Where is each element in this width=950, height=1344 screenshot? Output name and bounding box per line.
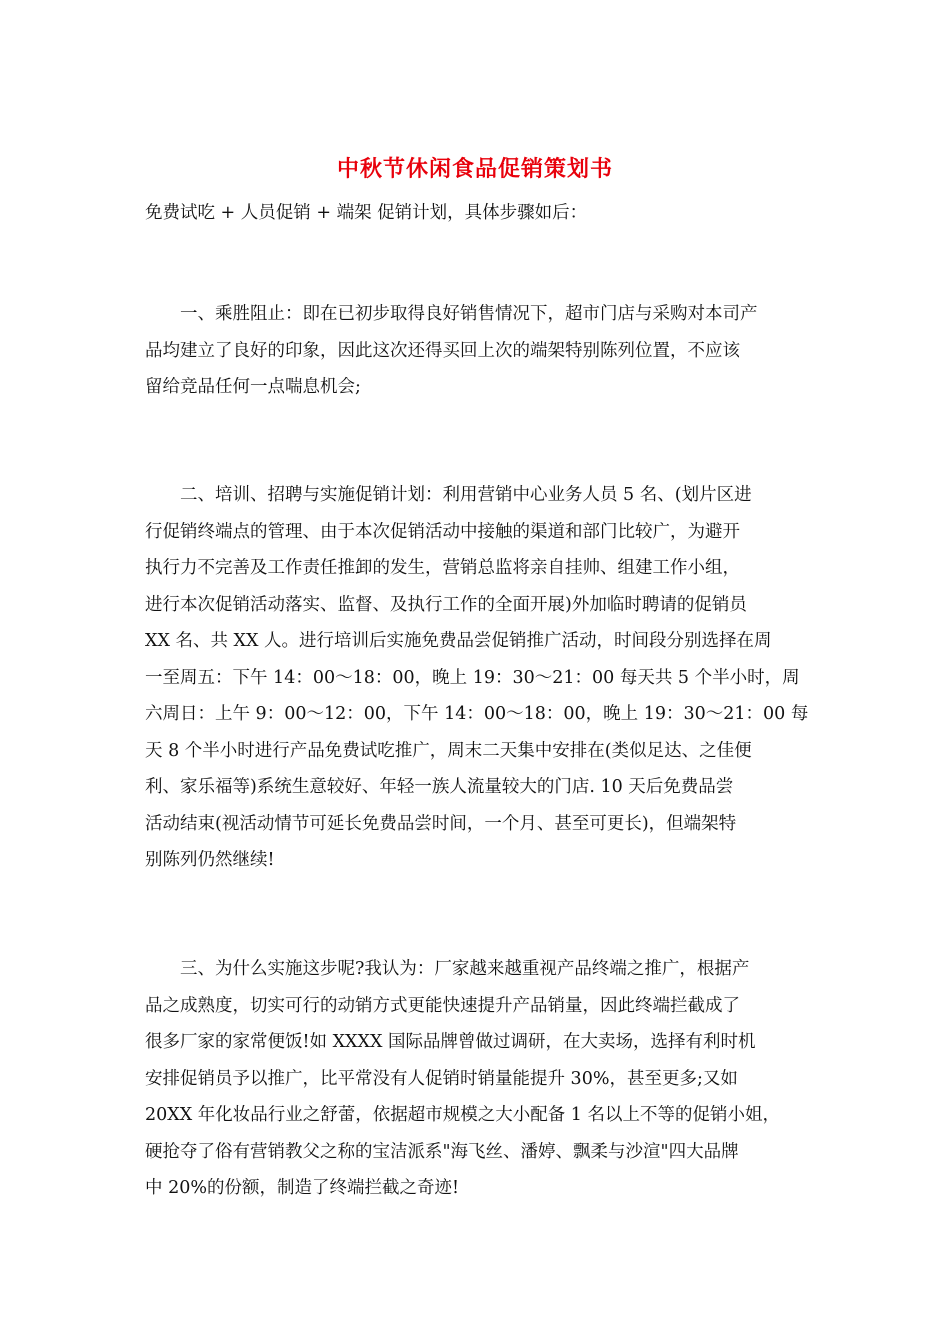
paragraph-line: 执行力不完善及工作责任推卸的发生，营销总监将亲自挂帅、组建工作小组， <box>145 558 740 578</box>
paragraph-line: 一至周五：下午 14：00～18：00，晚上 19：30～21：00 每天共 5 个半小时，周 <box>145 667 800 688</box>
paragraph-line: 很多厂家的家常便饭!如 XXXX 国际品牌曾做过调研，在大卖场，选择有利时机 <box>145 1032 756 1052</box>
paragraph-line: 留给竞品任何一点喘息机会; <box>145 377 361 397</box>
paragraph-line: 二、培训、招聘与实施促销计划：利用营销中心业务人员 5 名、(划片区进 <box>145 485 752 505</box>
paragraph-line: 中 20%的份额，制造了终端拦截之奇迹! <box>145 1178 459 1198</box>
paragraph-line: 别陈列仍然继续! <box>145 850 275 870</box>
paragraph-line: 一、乘胜阻止：即在已初步取得良好销售情况下，超市门店与采购对本司产 <box>145 304 758 324</box>
paragraph-line: 天 8 个半小时进行产品免费试吃推广，周末二天集中安排在(类似足达、之佳便 <box>145 740 752 761</box>
document-title: 中秋节休闲食品促销策划书 <box>336 156 613 182</box>
paragraph-line: 硬抢夺了俗有营销教父之称的宝洁派系"海飞丝、潘婷、飘柔与沙渲"四大品牌 <box>145 1141 739 1162</box>
paragraph-line: 品均建立了良好的印象，因此这次还得买回上次的端架特别陈列位置，不应该 <box>145 340 740 361</box>
paragraph-line: 安排促销员予以推广，比平常没有人促销时销量能提升 30%，甚至更多;又如 <box>145 1068 738 1089</box>
paragraph-3 <box>145 951 810 1207</box>
paragraph-line: 品之成熟度，切实可行的动销方式更能快速提升产品销量，因此终端拦截成了 <box>145 995 740 1016</box>
paragraph-line: 三、为什么实施这步呢?我认为：厂家越来越重视产品终端之推广，根据产 <box>145 959 750 979</box>
paragraph-line: 20XX 年化妆品行业之舒蕾，依据超市规模之大小配备 1 名以上不等的促销小姐， <box>145 1105 781 1125</box>
paragraph-line: 活动结束(视活动情节可延长免费品尝时间，一个月、甚至可更长)，但端架特 <box>145 813 737 834</box>
paragraph-line: 行促销终端点的管理、由于本次促销活动中接触的渠道和部门比较广，为避开 <box>145 521 740 542</box>
paragraph-line: XX 名、共 XX 人。进行培训后实施免费品尝促销推广活动，时间段分别选择在周 <box>145 631 772 651</box>
intro-line: 免费试吃 + 人员促销 + 端架 促销计划，具体步骤如后： <box>145 203 588 223</box>
paragraph-line: 六周日：上午 9：00～12：00，下午 14：00～18：00，晚上 19：30～21：00 每 <box>145 704 809 724</box>
paragraph-line: 利、家乐福等)系统生意较好、年轻一族人流量较大的门店. 10 天后免费品尝 <box>145 777 734 797</box>
paragraph-1 <box>145 296 810 406</box>
paragraph-line: 进行本次促销活动落实、监督、及执行工作的全面开展)外加临时聘请的促销员 <box>145 594 747 615</box>
paragraph-2 <box>145 477 810 879</box>
